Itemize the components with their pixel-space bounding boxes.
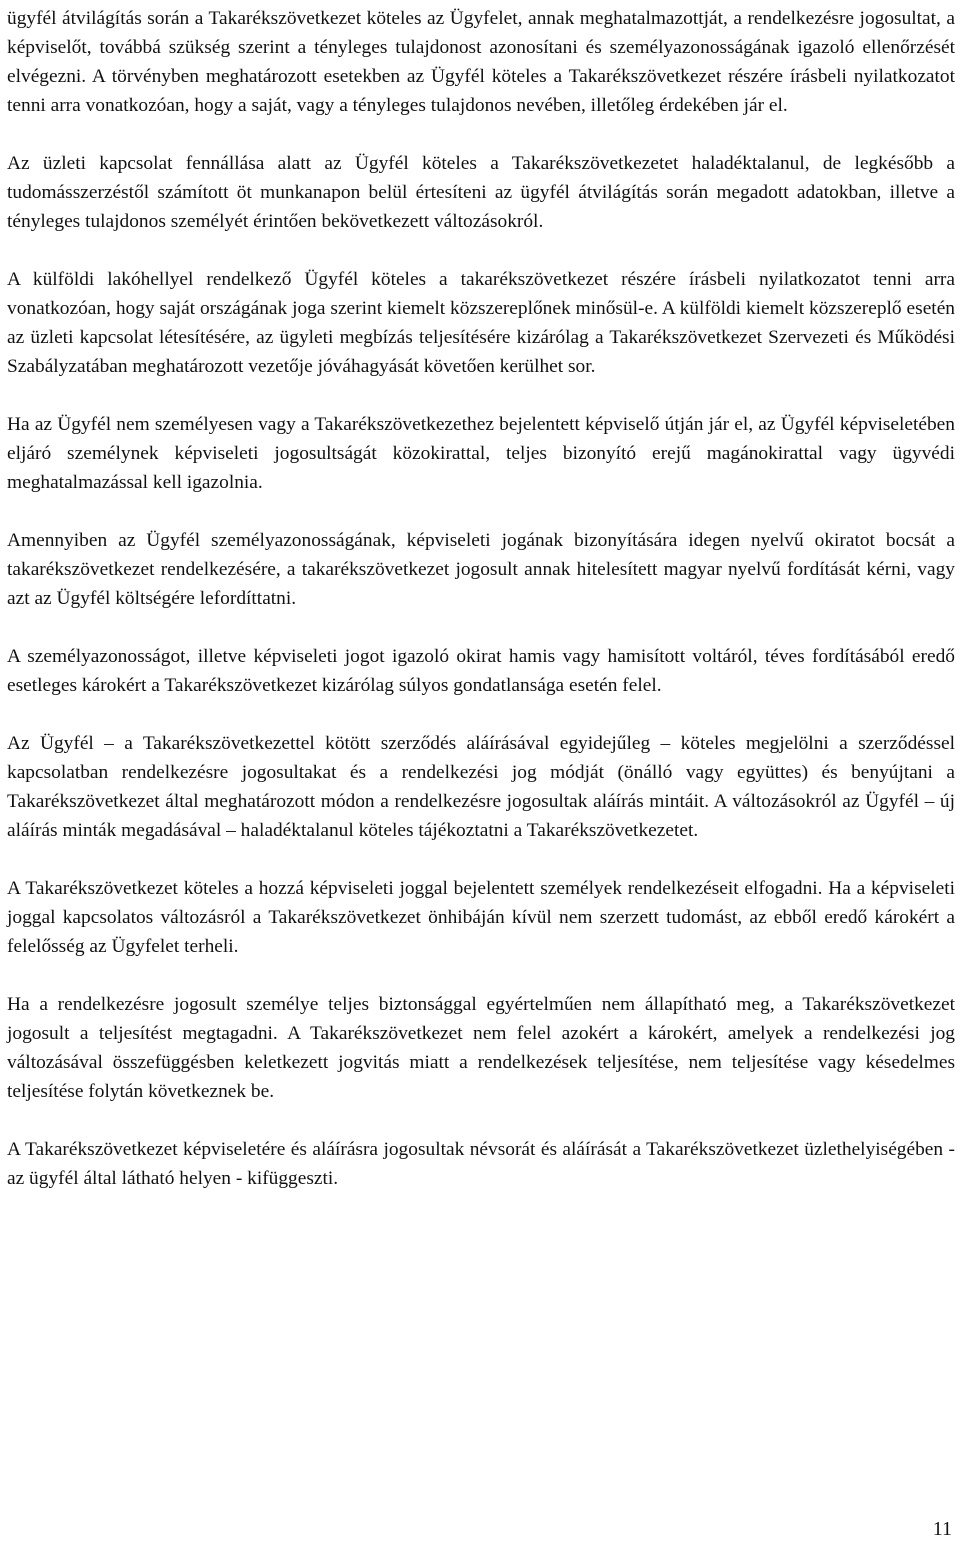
paragraph-forged-document-liability: A személyazonosságot, illetve képviseleti jogot igazoló okirat hamis vagy hamisított voltáról, téves fordításából eredő esetleges károkért a Takarékszövetkezet kizárólag súlyos gondatlansága esetén felel.: [7, 646, 955, 696]
paragraph-change-notification: Az üzleti kapcsolat fennállása alatt az Ügyfél köteles a Takarékszövetkezetet haladéktalanul, de legkésőbb a tudomásszerzéstől számított öt munkanapon belül értesíteni az ügyfél átvilágítás során megadott adatokban, illetve a tényleges tulajdonos személyét érintően bekövetkezett változásokról.: [7, 153, 955, 232]
page-number: 11: [932, 1518, 952, 1540]
paragraph-signatory-list: A Takarékszövetkezet képviseletére és aláírásra jogosultak névsorát és aláírását a Takarékszövetkezet üzlethelyiségében - az ügyfél által látható helyen - kifüggeszti.: [7, 1139, 955, 1189]
paragraph-representative-instructions: A Takarékszövetkezet köteles a hozzá képviseleti joggal bejelentett személyek rendelkezéseit elfogadni. Ha a képviseleti joggal kapcsolatos változásról a Takarékszövetkezet önhibáján kívül nem szerzett tudomást, az ebből eredő károkért a felelősség az Ügyfelet terheli.: [7, 878, 955, 957]
paragraph-representation-proof: Ha az Ügyfél nem személyesen vagy a Takarékszövetkezethez bejelentett képviselő útján jár el, az Ügyfél képviseletében eljáró személynek képviseleti jogosultságát közokirattal, teljes bizonyító erejű magánokirattal vagy ügyvédi meghatalmazással kell igazolnia.: [7, 414, 955, 493]
paragraph-refusal-of-performance: Ha a rendelkezésre jogosult személye teljes biztonsággal egyértelműen nem állapítható meg, a Takarékszövetkezet jogosult a teljesítést megtagadni. A Takarékszövetkezet nem felel azokért a károkért, amelyek a rendelkezési jog változásával összefüggésben keletkezett jogvitás miatt a rendelkezések teljesítése, nem teljesítése vagy késedelmes teljesítése folytán következnek be.: [7, 994, 955, 1102]
paragraph-signature-specimens: Az Ügyfél – a Takarékszövetkezettel kötött szerződés aláírásával egyidejűleg – köteles megjelölni a szerződéssel kapcsolatban rendelkezésre jogosultakat és a rendelkezési jog módját (önálló vagy együttes) és benyújtani a Takarékszövetkezet által meghatározott módon a rendelkezésre jogosultak aláírás mintáit. A változásokról az Ügyfél – új aláírás minták megadásával – haladéktalanul köteles tájékoztatni a Takarékszövetkezetet.: [7, 733, 955, 841]
paragraph-foreign-public-figure: A külföldi lakóhellyel rendelkező Ügyfél köteles a takarékszövetkezet részére írásbeli nyilatkozatot tenni arra vonatkozóan, hogy saját országának joga szerint kiemelt közszereplőnek minősül-e. A külföldi kiemelt közszereplő esetén az üzleti kapcsolat létesítésére, az ügyleti megbízás teljesítésére kizárólag a Takarékszövetkezet Szervezeti és Működési Szabályzatában meghatározott vezetője jóváhagyását követően kerülhet sor.: [7, 269, 955, 377]
paragraph-client-verification: ügyfél átvilágítás során a Takarékszövetkezet köteles az Ügyfelet, annak meghatalmazottját, a rendelkezésre jogosultat, a képviselőt, továbbá szükség szerint a tényleges tulajdonost azonosítani és személyazonosságának igazoló ellenőrzését elvégezni. A törvényben meghatározott esetekben az Ügyfél köteles a Takarékszövetkezet részére írásbeli nyilatkozatot tenni arra vonatkozóan, hogy a saját, vagy a tényleges tulajdonos nevében, illetőleg érdekében jár el.: [7, 8, 955, 116]
document-page: [7, 0, 955, 1193]
paragraph-foreign-language-document: Amennyiben az Ügyfél személyazonosságának, képviseleti jogának bizonyítására idegen nyelvű okiratot bocsát a takarékszövetkezet rendelkezésére, a takarékszövetkezet jogosult annak hitelesített magyar nyelvű fordítását kérni, vagy azt az Ügyfél költségére lefordíttatni.: [7, 530, 955, 609]
